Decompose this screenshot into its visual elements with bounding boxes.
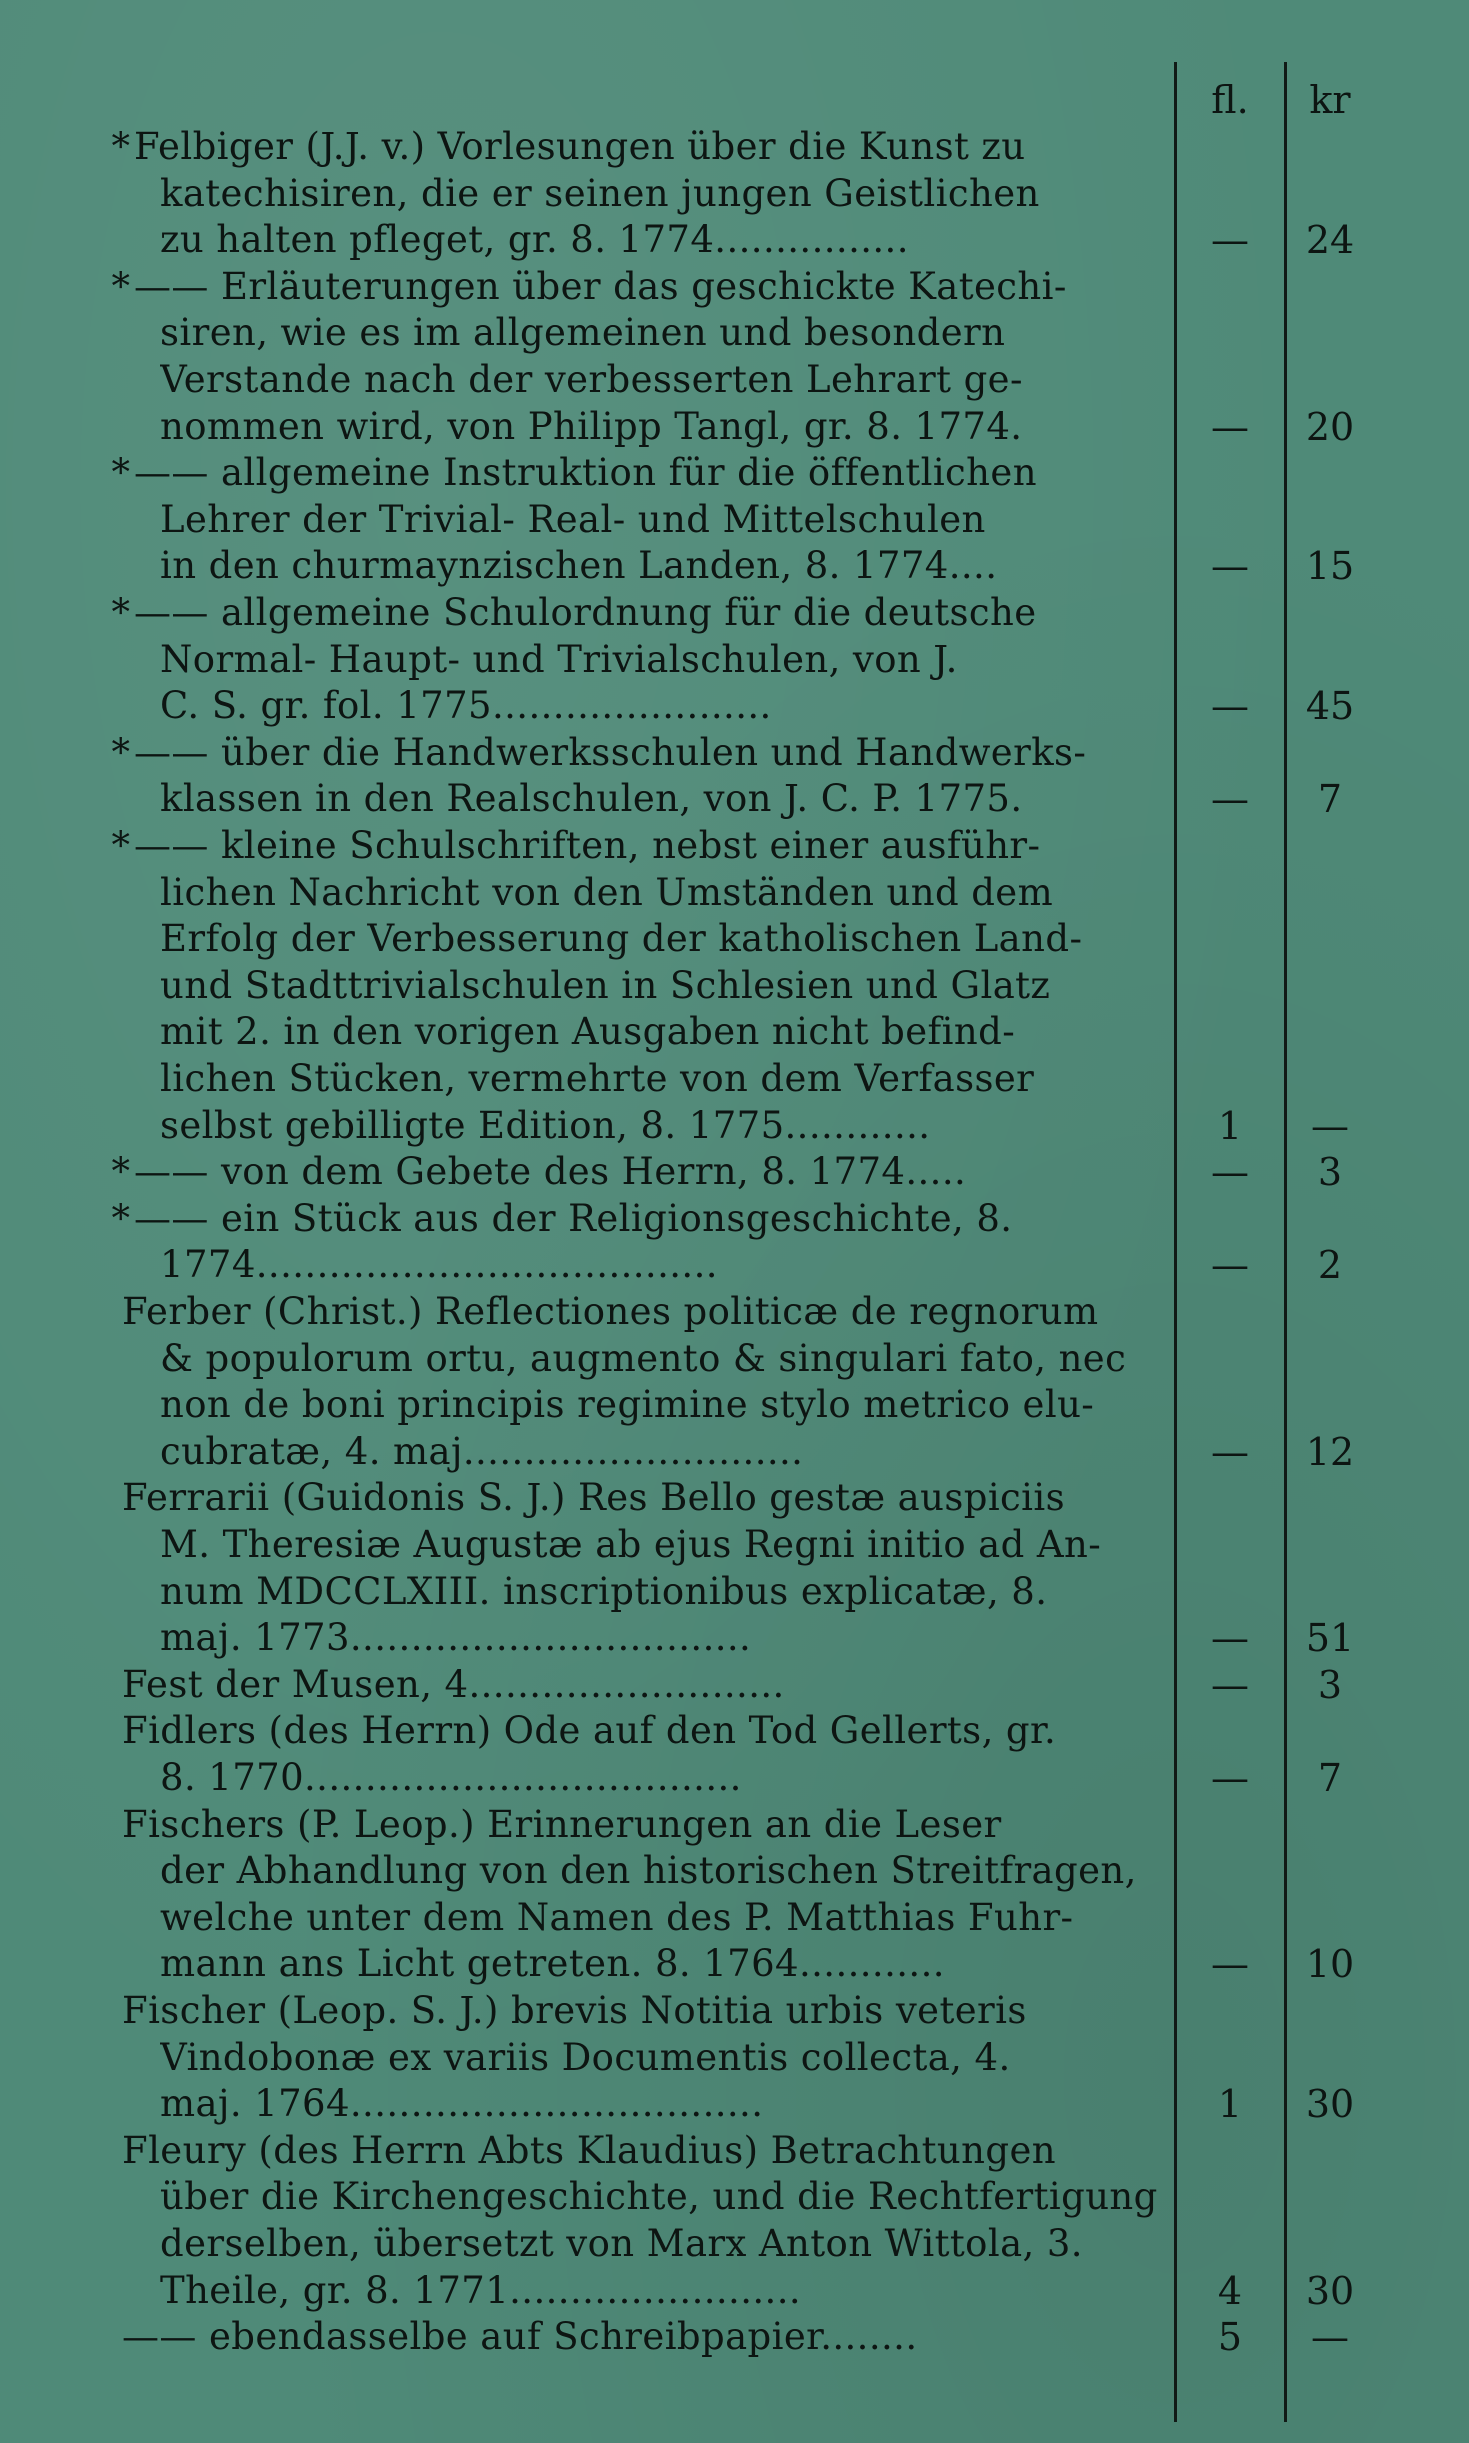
price-kreuzer: 51 xyxy=(1305,1616,1355,1661)
entry-title-line: Fischers (P. Leop.) Erinnerungen an die Leser xyxy=(122,1802,1002,1846)
entry-continuation-line: Erfolg der Verbesserung der katholischen Land- xyxy=(160,917,1083,961)
entry-title-line: —— über die Handwerksschulen und Handwerks- xyxy=(134,730,1087,774)
price-kreuzer: 3 xyxy=(1317,1150,1343,1195)
asterisk-marker: * xyxy=(111,1150,130,1194)
price-kreuzer: 30 xyxy=(1305,2082,1355,2127)
asterisk-marker: * xyxy=(111,451,130,495)
price-florin: — xyxy=(1211,1616,1249,1661)
entry-continuation-line: lichen Stücken, vermehrte von dem Verfasser xyxy=(160,1057,1035,1100)
price-kreuzer: 7 xyxy=(1317,777,1343,822)
entry-continuation-line: Theile, gr. 8. 1771........................ xyxy=(160,2268,802,2312)
entry-title-line: —— Erläuterungen über das geschickte Katechi- xyxy=(134,264,1067,308)
entry-continuation-line: zu halten pfleget, gr. 8. 1774................ xyxy=(160,218,909,262)
entry-title-line: Fest der Musen, 4.......................... xyxy=(122,1662,785,1706)
price-florin: — xyxy=(1211,777,1249,822)
entry-continuation-line: welche unter dem Namen des P. Matthias Fuhr- xyxy=(160,1895,1074,1939)
price-florin: — xyxy=(1211,684,1249,729)
entry-title-line: Fischer (Leop. S. J.) brevis Notitia urbis veteris xyxy=(122,1989,1027,2032)
price-kreuzer: 10 xyxy=(1305,1942,1355,1987)
entry-continuation-line: M. Theresiæ Augustæ ab ejus Regni initio ad An- xyxy=(160,1523,1102,1566)
price-florin: — xyxy=(1211,544,1249,589)
entry-continuation-line: siren, wie es im allgemeinen und besondern xyxy=(160,311,1006,355)
price-florin: 1 xyxy=(1217,1103,1243,1148)
price-kreuzer: — xyxy=(1311,1103,1349,1148)
entry-continuation-line: in den churmaynzischen Landen, 8. 1774.... xyxy=(160,544,998,588)
asterisk-marker: * xyxy=(111,125,130,168)
price-florin: — xyxy=(1211,1429,1249,1474)
asterisk-marker: * xyxy=(111,1196,130,1240)
entry-continuation-line: und Stadttrivialschulen in Schlesien und Glatz xyxy=(160,963,1051,1007)
price-florin: 1 xyxy=(1217,2082,1243,2127)
entry-continuation-line: Lehrer der Trivial- Real- und Mittelschulen xyxy=(160,497,986,541)
entry-continuation-line: mann ans Licht getreten. 8. 1764............ xyxy=(160,1942,945,1986)
entry-continuation-line: mit 2. in den vorigen Ausgaben nicht befind- xyxy=(160,1010,1016,1054)
asterisk-marker: * xyxy=(111,591,130,634)
entry-continuation-line: selbst gebilligte Edition, 8. 1775............ xyxy=(160,1103,931,1147)
asterisk-marker: * xyxy=(111,824,130,867)
price-florin: — xyxy=(1211,1942,1249,1987)
entry-continuation-line: Vindobonæ ex variis Documentis collecta, 4. xyxy=(160,2035,1011,2079)
entry-continuation-line: katechisiren, die er seinen jungen Geistlichen xyxy=(160,171,1040,215)
kr-column-rule-left xyxy=(1284,62,1287,2422)
entry-continuation-line: klassen in den Realschulen, von J. C. P. 1775. xyxy=(160,777,1023,821)
entry-continuation-line: lichen Nachricht von den Umständen und dem xyxy=(160,870,1054,914)
asterisk-marker: * xyxy=(111,264,130,308)
entry-title-line: —— allgemeine Schulordnung für die deutsche xyxy=(134,591,1037,634)
entry-title-line: —— kleine Schulschriften, nebst einer ausführ- xyxy=(134,824,1041,867)
asterisk-marker: * xyxy=(111,730,130,774)
fl-column-header: fl. xyxy=(1211,78,1249,122)
price-kreuzer: 3 xyxy=(1317,1662,1343,1707)
price-kreuzer: 15 xyxy=(1305,544,1355,589)
entry-title-line: Fidlers (des Herrn) Ode auf den Tod Gellerts, gr. xyxy=(122,1709,1057,1753)
price-kreuzer: — xyxy=(1311,2315,1349,2360)
price-florin: 4 xyxy=(1217,2268,1243,2313)
entry-continuation-line: cubratæ, 4. maj............................ xyxy=(160,1429,804,1473)
price-florin: — xyxy=(1211,1662,1249,1707)
entry-continuation-line: maj. 1764.................................. xyxy=(160,2082,764,2126)
price-florin: — xyxy=(1211,1756,1249,1800)
entry-title-line: Ferrarii (Guidonis S. J.) Res Bello gestæ auspiciis xyxy=(122,1476,1066,1520)
price-kreuzer: 45 xyxy=(1305,684,1355,729)
entry-title-line: —— ebendasselbe auf Schreibpapier........ xyxy=(122,2315,918,2359)
price-kreuzer: 7 xyxy=(1317,1756,1343,1800)
entry-continuation-line: 8. 1770.................................... xyxy=(160,1756,742,1799)
entry-continuation-line: maj. 1773................................. xyxy=(160,1616,752,1660)
entry-title-line: —— von dem Gebete des Herrn, 8. 1774..... xyxy=(134,1150,967,1194)
price-florin: — xyxy=(1211,1150,1249,1195)
price-kreuzer: 12 xyxy=(1305,1429,1355,1474)
entry-title-line: —— allgemeine Instruktion für die öffentlichen xyxy=(134,451,1037,495)
price-florin: — xyxy=(1211,404,1249,449)
entry-title-line: —— ein Stück aus der Religionsgeschichte, 8. xyxy=(134,1196,1013,1240)
entry-continuation-line: Verstande nach der verbesserten Lehrart ge- xyxy=(160,358,1023,401)
entry-continuation-line: C. S. gr. fol. 1775....................... xyxy=(160,684,772,728)
entry-title-line: Felbiger (J.J. v.) Vorlesungen über die Kunst zu xyxy=(134,125,1026,168)
price-kreuzer: 2 xyxy=(1317,1243,1343,1288)
price-florin: — xyxy=(1211,1243,1249,1288)
entry-continuation-line: Normal- Haupt- und Trivialschulen, von J. xyxy=(160,637,958,681)
price-kreuzer: 30 xyxy=(1305,2268,1355,2313)
fl-column-rule-left xyxy=(1174,62,1177,2422)
entry-continuation-line: num MDCCLXIII. inscriptionibus explicatæ, 8. xyxy=(160,1569,1048,1613)
entry-continuation-line: non de boni principis regimine stylo metrico elu- xyxy=(160,1383,1095,1427)
price-kreuzer: 20 xyxy=(1305,404,1355,449)
price-florin: — xyxy=(1211,218,1249,263)
entry-title-line: Ferber (Christ.) Reflectiones politicæ de regnorum xyxy=(122,1290,1099,1333)
price-kreuzer: 24 xyxy=(1305,218,1355,263)
kr-column-header: kr xyxy=(1309,78,1351,122)
entry-continuation-line: über die Kirchengeschichte, und die Rechtfertigung xyxy=(160,2175,1158,2219)
entry-title-line: Fleury (des Herrn Abts Klaudius) Betrachtungen xyxy=(122,2128,1056,2172)
entry-continuation-line: nommen wird, von Philipp Tangl, gr. 8. 1774. xyxy=(160,404,1023,448)
entry-continuation-line: 1774...................................... xyxy=(160,1243,718,1287)
entry-continuation-line: & populorum ortu, augmento & singulari fato, nec xyxy=(160,1336,1127,1380)
price-florin: 5 xyxy=(1217,2315,1243,2360)
entry-continuation-line: der Abhandlung von den historischen Streitfragen, xyxy=(160,1849,1137,1893)
entry-continuation-line: derselben, übersetzt von Marx Anton Wittola, 3. xyxy=(160,2222,1083,2265)
